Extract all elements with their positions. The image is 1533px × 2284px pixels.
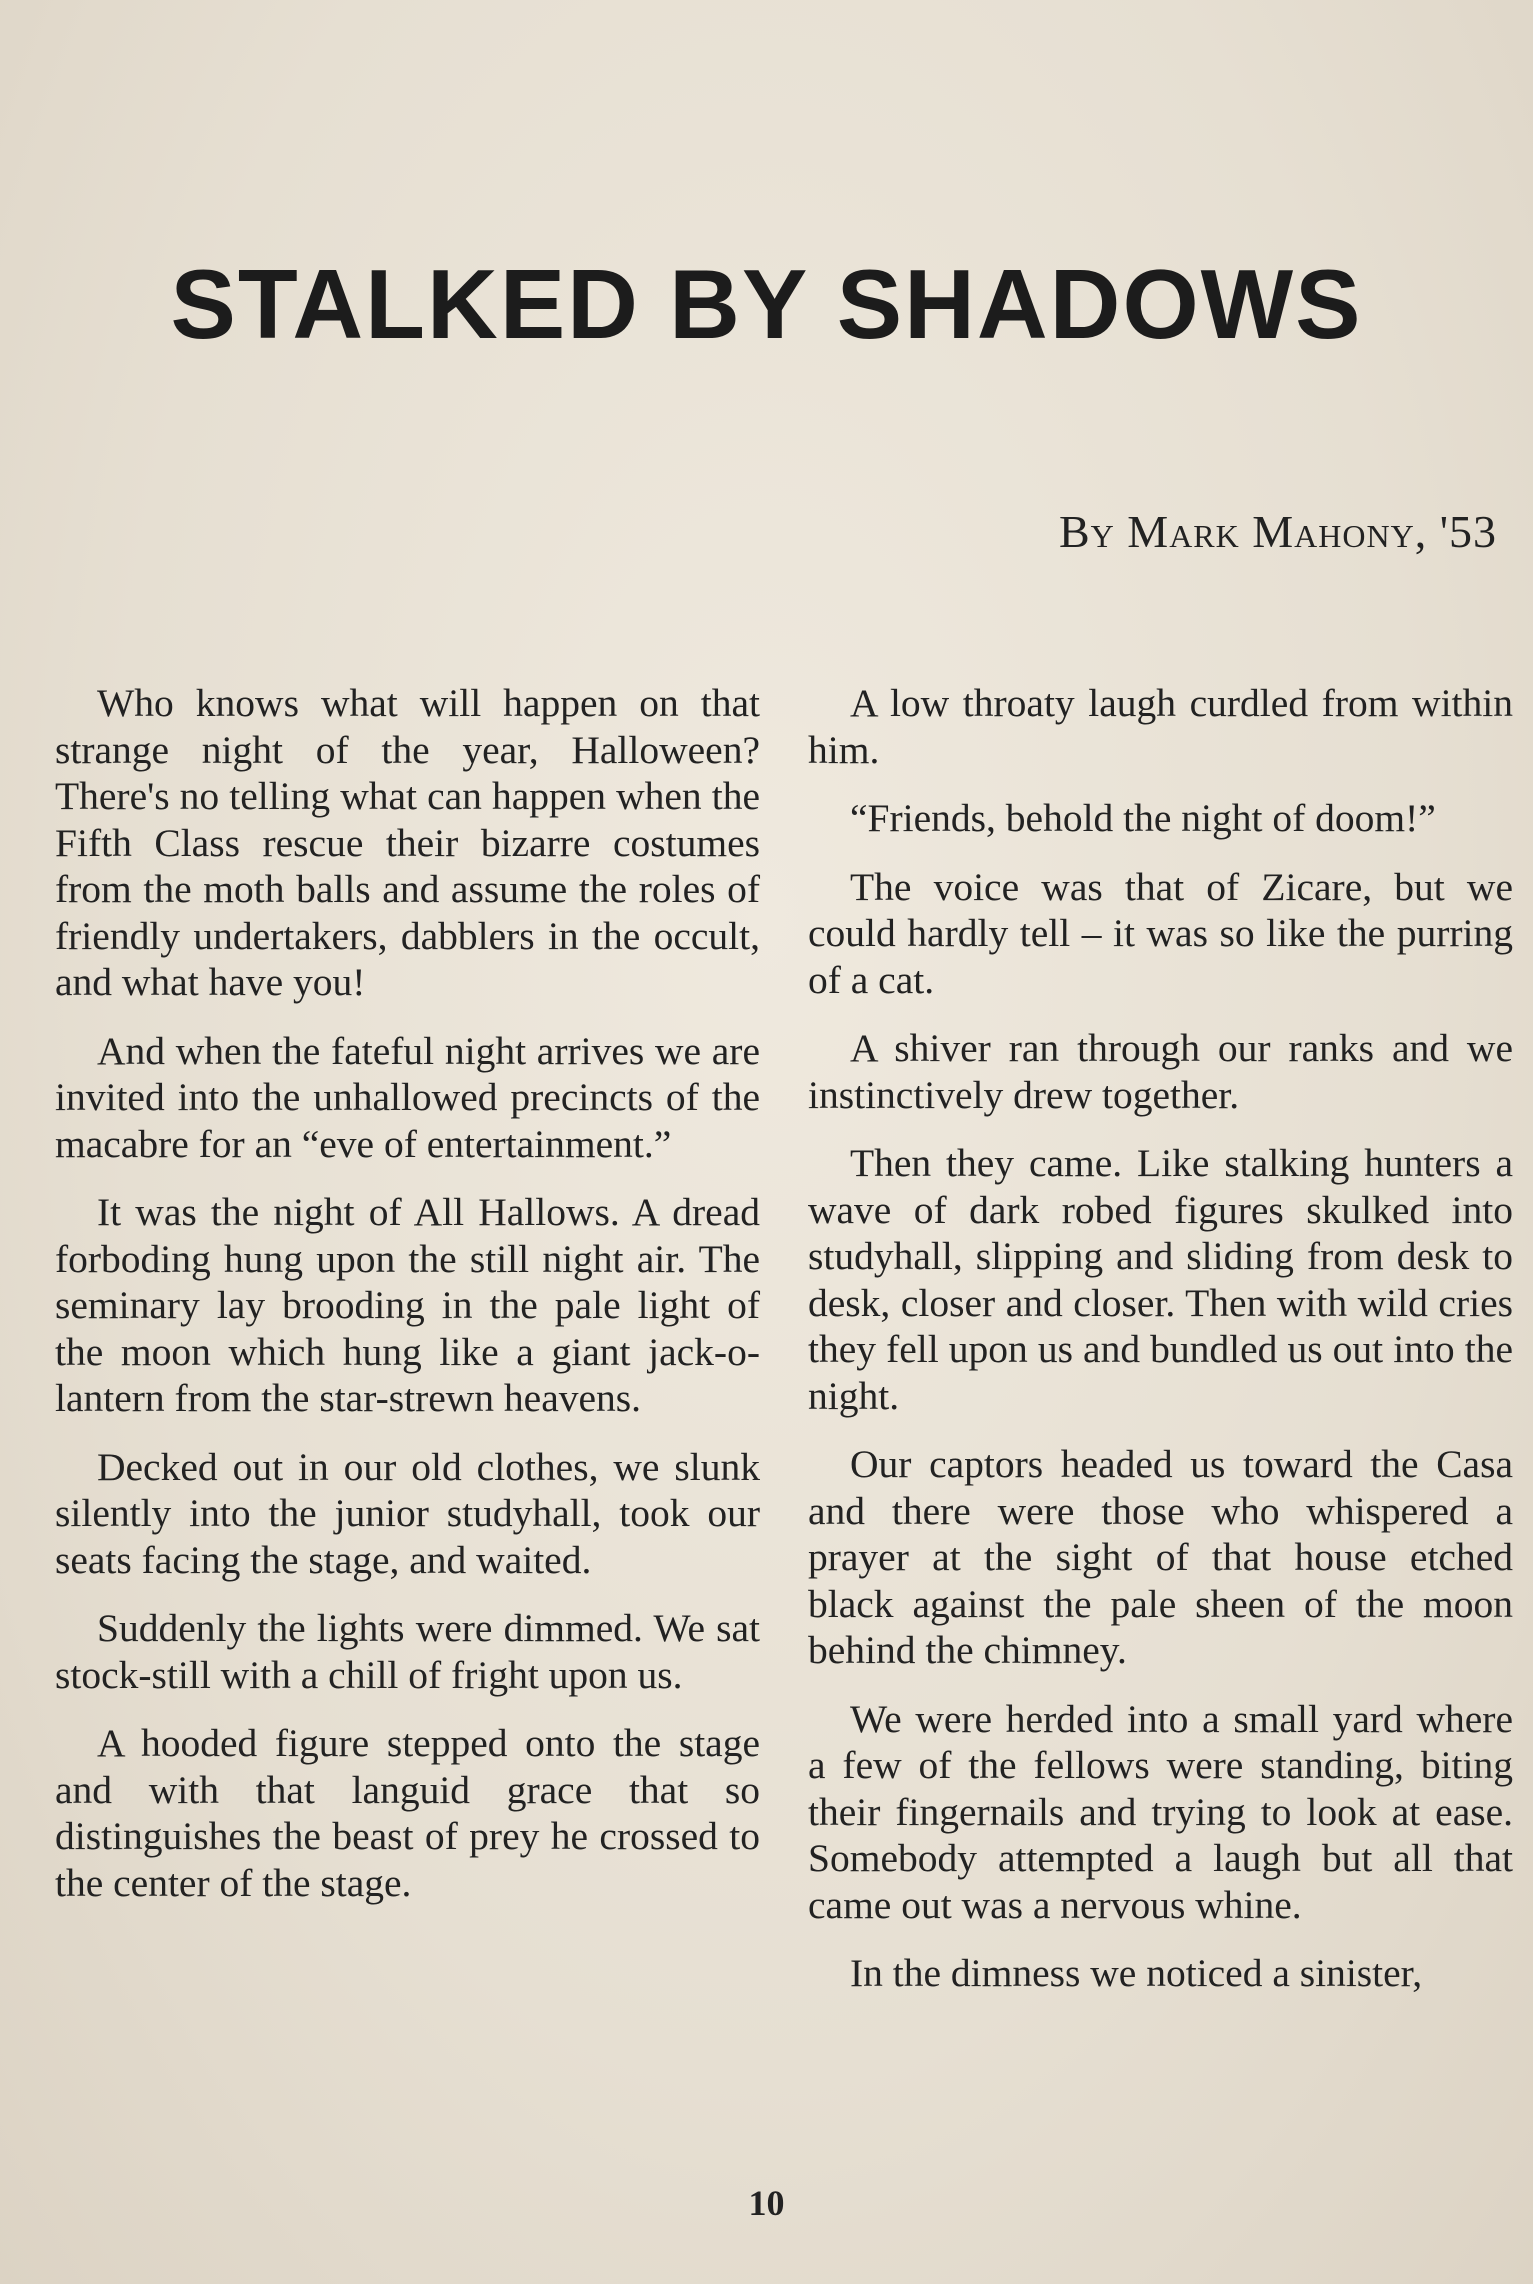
paragraph: A hooded figure stepped onto the stage and with that languid grace that so distinguishes the beast of prey he crossed to the center of the stage. bbox=[55, 1721, 760, 1905]
paragraph: “Friends, behold the night of doom!” bbox=[850, 796, 1436, 840]
paragraph: Decked out in our old clothes, we slunk silently into the junior studyhall, took our seats facing the stage, and waited. bbox=[55, 1444, 760, 1582]
paragraph: We were herded into a small yard where a few of the fellows were standing, biting their fingernails and trying to look at ease. Somebody attempted a laugh but all that came out was a nervous whine. bbox=[808, 1696, 1513, 1927]
page-number: 10 bbox=[748, 2183, 785, 2223]
paragraph: It was the night of All Hallows. A dread forboding hung upon the still night air. The seminary lay brooding in the pale light of the moon which hung like a giant jack-o-lantern from the star-strewn heavens. bbox=[55, 1190, 760, 1420]
article-title: STALKED BY SHADOWS bbox=[170, 249, 1363, 359]
paragraph: A shiver ran through our ranks and we instinctively drew together. bbox=[808, 1026, 1513, 1117]
paragraph: And when the fateful night arrives we are invited into the unhallowed precincts of the macabre for an “eve of entertainment.” bbox=[55, 1028, 760, 1166]
paragraph: Then they came. Like stalking hunters a wave of dark robed figures skulked into studyhall, slipping and sliding from desk to desk, closer and closer. Then with wild cries they fell upon us and bundled us out into the night. bbox=[808, 1141, 1513, 1418]
byline: By Mark Mahony, '53 bbox=[1059, 506, 1497, 557]
paragraph: In the dimness we noticed a sinister, bbox=[850, 1951, 1423, 1995]
left-column bbox=[55, 680, 760, 1928]
paragraph: Suddenly the lights were dimmed. We sat stock-still with a chill of fright upon us. bbox=[55, 1606, 760, 1697]
paragraph: A low throaty laugh curdled from within him. bbox=[808, 681, 1513, 772]
right-column bbox=[808, 680, 1513, 2019]
paragraph: Our captors headed us toward the Casa and there were those who whispered a prayer at the sight of that house etched black against the pale sheen of the moon behind the chimney. bbox=[808, 1442, 1513, 1672]
paragraph: Who knows what will happen on that strange night of the year, Halloween? There's no telling what can happen when the Fifth Class rescue their bizarre costumes from the moth balls and assume the roles of friendly undertakers, dabblers in the occult, and what have you! bbox=[55, 681, 760, 1004]
paragraph: The voice was that of Zicare, but we could hardly tell – it was so like the purring of a cat. bbox=[808, 864, 1513, 1002]
